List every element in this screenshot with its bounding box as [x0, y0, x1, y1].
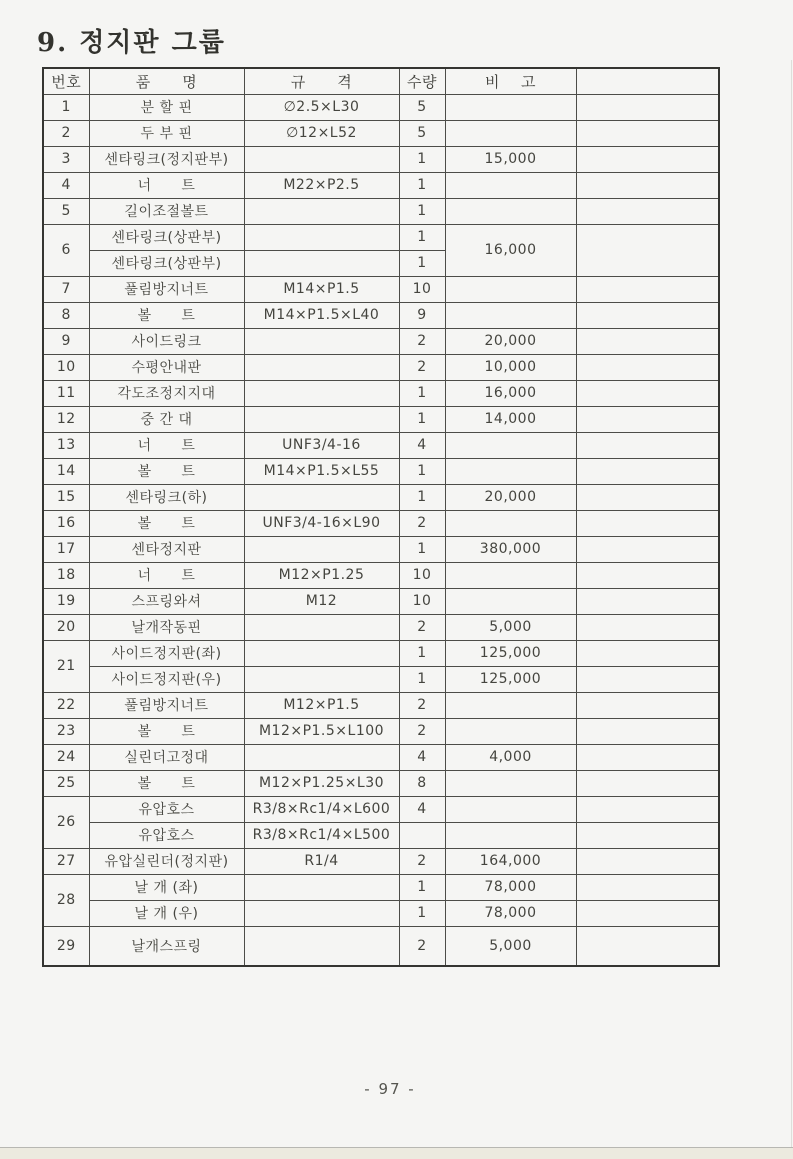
cell-note: 14,000	[445, 406, 576, 432]
cell-qty: 10	[399, 588, 445, 614]
cell-no: 25	[43, 770, 89, 796]
cell-note: 4,000	[445, 744, 576, 770]
table-row	[43, 614, 719, 640]
cell-qty: 1	[399, 172, 445, 198]
cell-extra	[576, 614, 719, 640]
cell-spec	[244, 614, 399, 640]
cell-no: 15	[43, 484, 89, 510]
table-row	[43, 302, 719, 328]
cell-spec	[244, 900, 399, 926]
cell-no: 27	[43, 848, 89, 874]
cell-extra	[576, 874, 719, 900]
cell-item-name: 실린더고정대	[89, 744, 244, 770]
cell-no: 3	[43, 146, 89, 172]
table-body	[43, 94, 719, 966]
cell-spec	[244, 406, 399, 432]
cell-extra	[576, 172, 719, 198]
cell-note: 78,000	[445, 874, 576, 900]
table-row	[43, 172, 719, 198]
cell-spec	[244, 328, 399, 354]
table-row	[43, 640, 719, 666]
cell-item-name: 풀림방지너트	[89, 276, 244, 302]
cell-note	[445, 562, 576, 588]
table-row	[43, 796, 719, 822]
header-item-name: 품 명	[89, 68, 244, 94]
table-row	[43, 198, 719, 224]
table-row	[43, 666, 719, 692]
table-row	[43, 276, 719, 302]
cell-note: 10,000	[445, 354, 576, 380]
cell-no: 18	[43, 562, 89, 588]
cell-spec: UNF3/4-16×L90	[244, 510, 399, 536]
cell-extra	[576, 406, 719, 432]
cell-qty: 1	[399, 640, 445, 666]
cell-no: 7	[43, 276, 89, 302]
cell-extra	[576, 640, 719, 666]
scan-right-edge	[791, 60, 792, 1150]
cell-extra	[576, 354, 719, 380]
cell-qty: 1	[399, 198, 445, 224]
cell-no: 26	[43, 796, 89, 848]
cell-extra	[576, 198, 719, 224]
cell-spec	[244, 926, 399, 966]
cell-no: 13	[43, 432, 89, 458]
cell-qty: 1	[399, 380, 445, 406]
cell-qty: 4	[399, 796, 445, 822]
cell-extra	[576, 536, 719, 562]
cell-qty: 1	[399, 146, 445, 172]
cell-item-name: 풀림방지너트	[89, 692, 244, 718]
cell-item-name: 수평안내판	[89, 354, 244, 380]
cell-item-name: 중 간 대	[89, 406, 244, 432]
cell-note: 5,000	[445, 926, 576, 966]
cell-extra	[576, 692, 719, 718]
cell-qty: 2	[399, 926, 445, 966]
cell-extra	[576, 276, 719, 302]
cell-qty: 1	[399, 406, 445, 432]
cell-item-name: 날 개 (좌)	[89, 874, 244, 900]
cell-item-name: 너 트	[89, 562, 244, 588]
header-note: 비 고	[445, 68, 576, 94]
cell-note: 5,000	[445, 614, 576, 640]
cell-extra	[576, 770, 719, 796]
cell-extra	[576, 848, 719, 874]
cell-extra	[576, 900, 719, 926]
cell-item-name: 스프링와셔	[89, 588, 244, 614]
table-row	[43, 900, 719, 926]
cell-qty: 1	[399, 458, 445, 484]
cell-item-name: 센타링크(상판부)	[89, 250, 244, 276]
cell-item-name: 센타링크(정지판부)	[89, 146, 244, 172]
cell-qty	[399, 822, 445, 848]
cell-extra	[576, 146, 719, 172]
cell-note	[445, 458, 576, 484]
cell-qty: 9	[399, 302, 445, 328]
table-row	[43, 484, 719, 510]
cell-item-name: 사이드정지판(좌)	[89, 640, 244, 666]
cell-spec	[244, 640, 399, 666]
cell-no: 29	[43, 926, 89, 966]
cell-extra	[576, 458, 719, 484]
cell-note	[445, 770, 576, 796]
cell-qty: 10	[399, 562, 445, 588]
cell-extra	[576, 666, 719, 692]
table-row	[43, 744, 719, 770]
table-row	[43, 510, 719, 536]
header-qty: 수량	[399, 68, 445, 94]
cell-qty: 2	[399, 718, 445, 744]
table-row	[43, 848, 719, 874]
cell-extra	[576, 120, 719, 146]
cell-extra	[576, 926, 719, 966]
table-row	[43, 874, 719, 900]
cell-note	[445, 120, 576, 146]
cell-qty: 2	[399, 614, 445, 640]
table-row	[43, 120, 719, 146]
cell-qty: 4	[399, 432, 445, 458]
cell-spec	[244, 198, 399, 224]
cell-no: 2	[43, 120, 89, 146]
cell-item-name: 너 트	[89, 432, 244, 458]
cell-qty: 1	[399, 536, 445, 562]
cell-spec	[244, 536, 399, 562]
cell-note: 380,000	[445, 536, 576, 562]
cell-no: 16	[43, 510, 89, 536]
cell-qty: 1	[399, 666, 445, 692]
cell-note: 15,000	[445, 146, 576, 172]
cell-qty: 4	[399, 744, 445, 770]
cell-spec: UNF3/4-16	[244, 432, 399, 458]
cell-item-name: 길이조절볼트	[89, 198, 244, 224]
cell-spec: R3/8×Rc1/4×L500	[244, 822, 399, 848]
cell-no: 5	[43, 198, 89, 224]
table-row	[43, 458, 719, 484]
cell-item-name: 센타정지판	[89, 536, 244, 562]
cell-note: 164,000	[445, 848, 576, 874]
cell-no: 12	[43, 406, 89, 432]
cell-note	[445, 94, 576, 120]
cell-qty: 2	[399, 328, 445, 354]
cell-note	[445, 796, 576, 822]
header-row	[43, 68, 719, 94]
cell-no: 20	[43, 614, 89, 640]
cell-item-name: 센타링크(하)	[89, 484, 244, 510]
cell-extra	[576, 94, 719, 120]
page-title: 9. 정지판 그룹	[37, 28, 226, 58]
cell-no: 19	[43, 588, 89, 614]
cell-no: 4	[43, 172, 89, 198]
cell-spec: R3/8×Rc1/4×L600	[244, 796, 399, 822]
cell-note: 78,000	[445, 900, 576, 926]
cell-no: 21	[43, 640, 89, 692]
table-row	[43, 770, 719, 796]
cell-no: 6	[43, 224, 89, 276]
cell-extra	[576, 822, 719, 848]
cell-extra	[576, 562, 719, 588]
table-row	[43, 588, 719, 614]
table-row	[43, 926, 719, 966]
cell-spec	[244, 380, 399, 406]
cell-item-name: 볼 트	[89, 458, 244, 484]
cell-note: 125,000	[445, 640, 576, 666]
cell-spec	[244, 874, 399, 900]
table-row	[43, 822, 719, 848]
cell-note: 20,000	[445, 484, 576, 510]
cell-spec: M14×P1.5×L55	[244, 458, 399, 484]
cell-item-name: 사이드정지판(우)	[89, 666, 244, 692]
cell-note	[445, 302, 576, 328]
cell-spec: M12	[244, 588, 399, 614]
cell-spec	[244, 224, 399, 250]
cell-item-name: 볼 트	[89, 718, 244, 744]
cell-note	[445, 510, 576, 536]
cell-no: 23	[43, 718, 89, 744]
cell-item-name: 날개작동핀	[89, 614, 244, 640]
page-number: - 97 -	[364, 1080, 416, 1098]
table-row	[43, 224, 719, 250]
cell-qty: 1	[399, 874, 445, 900]
cell-no: 14	[43, 458, 89, 484]
cell-extra	[576, 796, 719, 822]
table-row	[43, 432, 719, 458]
cell-spec: M14×P1.5	[244, 276, 399, 302]
cell-qty: 1	[399, 484, 445, 510]
header-spec: 규 격	[244, 68, 399, 94]
cell-item-name: 볼 트	[89, 510, 244, 536]
cell-no: 8	[43, 302, 89, 328]
cell-spec: ∅12×L52	[244, 120, 399, 146]
header-no: 번호	[43, 68, 89, 94]
cell-note	[445, 822, 576, 848]
cell-item-name: 두 부 핀	[89, 120, 244, 146]
cell-qty: 8	[399, 770, 445, 796]
cell-note: 125,000	[445, 666, 576, 692]
cell-extra	[576, 224, 719, 276]
cell-qty: 1	[399, 224, 445, 250]
cell-qty: 10	[399, 276, 445, 302]
cell-extra	[576, 380, 719, 406]
cell-note	[445, 276, 576, 302]
cell-qty: 2	[399, 510, 445, 536]
cell-spec: M12×P1.5×L100	[244, 718, 399, 744]
table-row	[43, 536, 719, 562]
cell-qty: 2	[399, 692, 445, 718]
cell-note	[445, 588, 576, 614]
cell-spec	[244, 744, 399, 770]
cell-spec: M22×P2.5	[244, 172, 399, 198]
header-extra	[576, 68, 719, 94]
cell-qty: 1	[399, 250, 445, 276]
cell-extra	[576, 484, 719, 510]
cell-no: 24	[43, 744, 89, 770]
cell-spec	[244, 250, 399, 276]
cell-extra	[576, 744, 719, 770]
cell-qty: 2	[399, 848, 445, 874]
cell-qty: 5	[399, 94, 445, 120]
cell-no: 17	[43, 536, 89, 562]
table-row	[43, 354, 719, 380]
table-row	[43, 94, 719, 120]
table-header	[43, 68, 719, 94]
cell-spec	[244, 354, 399, 380]
cell-item-name: 각도조정지지대	[89, 380, 244, 406]
cell-item-name: 볼 트	[89, 770, 244, 796]
cell-no: 10	[43, 354, 89, 380]
cell-spec	[244, 666, 399, 692]
cell-item-name: 분 할 핀	[89, 94, 244, 120]
cell-extra	[576, 432, 719, 458]
cell-note: 16,000	[445, 224, 576, 276]
table-row	[43, 692, 719, 718]
cell-spec: M12×P1.25	[244, 562, 399, 588]
cell-extra	[576, 588, 719, 614]
cell-spec	[244, 484, 399, 510]
cell-extra	[576, 718, 719, 744]
cell-no: 9	[43, 328, 89, 354]
cell-extra	[576, 302, 719, 328]
cell-qty: 5	[399, 120, 445, 146]
cell-spec	[244, 146, 399, 172]
cell-spec: M14×P1.5×L40	[244, 302, 399, 328]
cell-note	[445, 198, 576, 224]
table-row	[43, 380, 719, 406]
cell-spec: R1/4	[244, 848, 399, 874]
cell-item-name: 유압실린더(정지판)	[89, 848, 244, 874]
cell-note: 16,000	[445, 380, 576, 406]
parts-table	[42, 67, 720, 967]
cell-item-name: 유압호스	[89, 796, 244, 822]
cell-item-name: 센타링크(상판부)	[89, 224, 244, 250]
cell-spec: ∅2.5×L30	[244, 94, 399, 120]
cell-item-name: 유압호스	[89, 822, 244, 848]
cell-extra	[576, 328, 719, 354]
table-row	[43, 718, 719, 744]
cell-item-name: 너 트	[89, 172, 244, 198]
cell-no: 28	[43, 874, 89, 926]
cell-qty: 2	[399, 354, 445, 380]
cell-no: 22	[43, 692, 89, 718]
cell-note	[445, 692, 576, 718]
cell-note	[445, 718, 576, 744]
table-row	[43, 146, 719, 172]
cell-extra	[576, 510, 719, 536]
cell-spec: M12×P1.25×L30	[244, 770, 399, 796]
cell-item-name: 사이드링크	[89, 328, 244, 354]
cell-spec: M12×P1.5	[244, 692, 399, 718]
table-row	[43, 328, 719, 354]
cell-note: 20,000	[445, 328, 576, 354]
table-row	[43, 562, 719, 588]
table-row	[43, 406, 719, 432]
parts-list-table	[42, 67, 720, 967]
cell-qty: 1	[399, 900, 445, 926]
cell-no: 1	[43, 94, 89, 120]
cell-no: 11	[43, 380, 89, 406]
cell-item-name: 날 개 (우)	[89, 900, 244, 926]
scan-bottom-edge	[0, 1147, 793, 1159]
cell-note	[445, 432, 576, 458]
cell-note	[445, 172, 576, 198]
cell-item-name: 볼 트	[89, 302, 244, 328]
cell-item-name: 날개스프링	[89, 926, 244, 966]
